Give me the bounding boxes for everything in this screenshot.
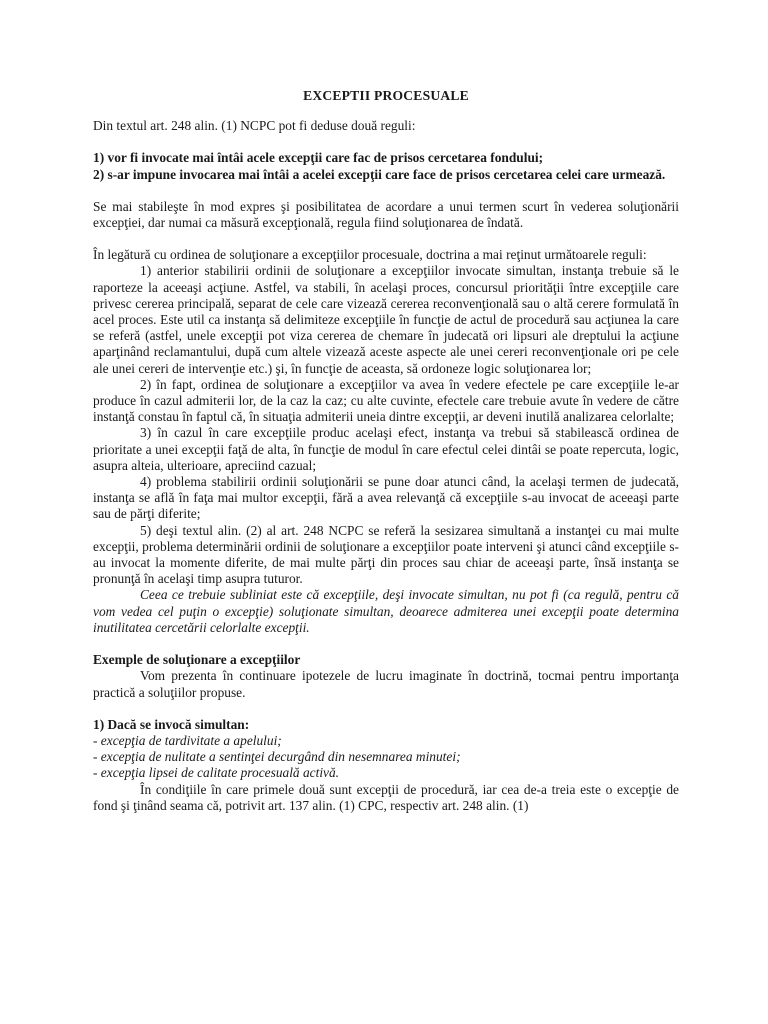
case-item-1: - excepţia de tardivitate a apelului; — [93, 732, 282, 748]
case-item-3: - excepţia lipsei de calitate procesuală activă. — [93, 765, 340, 781]
final-paragraph: În condiţiile în care primele două sunt excepţii de procedură, iar cea de-a treia este o excepţie de fond şi ţinând seama că, potrivit art. 137 alin. (1) CPC, respectiv art. 248 alin. (1) — [93, 781, 679, 813]
intro-paragraph: Din textul art. 248 alin. (1) NCPC pot fi deduse două reguli: — [93, 118, 416, 134]
section-intro: Vom prezenta în continuare ipotezele de lucru imaginate în doctrină, tocmai pentru importanţa practică a soluţiilor propuse. — [93, 668, 679, 700]
case-heading: 1) Dacă se invocă simultan: — [93, 716, 250, 732]
doctrine-rule-1: 1) anterior stabilirii ordinii de soluţionare a excepţiilor invocate simultan, instanţa trebuie să le raporteze la aceeaşi acţiune. Astfel, va stabili, în acelaşi proces, concursul priorităţii între excepţiile care privesc cererea principală, separat de cele care vizează cererea reconvenţională sau o altă cerere formulată în acel proces. Este util ca instanţa să delimiteze excepţiile în funcţie de actul de procedură sau acţiunea la care se referă (astfel, unele excepţii pot viza cererea de chemare în judecată ori lipsuri ale dreptului la acţiune aparţinând reclamantului, după cum altele vizează aceste aspecte ale unei cereri reconvenţionale ori pe cele ale unei cereri de intervenţie etc.) şi, în funcţie de aceasta, să ordoneze logic soluţionarea lor; — [93, 263, 679, 376]
term-paragraph: Se mai stabileşte în mod expres şi posibilitatea de acordare a unui termen scurt în vederea soluţionării excepţiei, dar numai ca măsură excepţională, regula fiind soluţionarea de îndată. — [93, 198, 679, 231]
section-heading: Exemple de soluţionare a excepţiilor — [93, 652, 301, 668]
spacer — [93, 636, 679, 652]
doctrine-rule-4: 4) problema stabilirii ordinii soluţionării se pune doar atunci când, la acelaşi termen de judecată, instanţa se află în faţa mai multor excepţii, fără a avea relevanţă că excepţiile s-au invocat de aceeaşi parte sau de părţi diferite; — [93, 474, 679, 522]
rule-2: 2) s-ar impune invocarea mai întâi a acelei excepţii care face de prisos cercetarea celei care urmează. — [93, 166, 666, 182]
spacer — [93, 134, 679, 150]
doctrine-rule-3: 3) în cazul în care excepţiile produc acelaşi efect, instanţa va trebui să stabilească ordinea de prioritate a unei excepţii faţă de alta, în funcţie de modul în care efectul celei dintâi se poate repercuta, logic, asupra alteia, ulterioare, apreciind cazual; — [93, 425, 679, 473]
rule-1: 1) vor fi invocate mai întâi acele excepţii care fac de prisos cercetarea fondului; — [93, 150, 544, 166]
doctrine-rule-2: 2) în fapt, ordinea de soluţionare a excepţiilor va avea în vedere efectele pe care excepţiile le-ar produce în cazul admiterii lor, de la caz la caz; cu alte cuvinte, efectele care trebuie avute în vedere de către instanţă constau în faptul că, în situaţia admiterii uneia dintre excepţii, ar deveni inutilă analizarea celorlalte; — [93, 376, 679, 425]
doctrine-paragraph: În legătură cu ordinea de soluţionare a excepţiilor procesuale, doctrina a mai reţinut următoarele reguli: — [93, 247, 647, 263]
emphasis-paragraph: Ceea ce trebuie subliniat este că excepţiile, deşi invocate simultan, nu pot fi (ca regulă, pentru că vom vedea cel puţin o excepţie) soluţionate simultan, deoarece admiterea unei excepţii poate determina inutilitatea cercetării celorlalte excepţii. — [93, 587, 679, 635]
spacer — [93, 183, 679, 199]
document-title: EXCEPTII PROCESUALE — [303, 88, 469, 103]
spacer — [93, 701, 679, 717]
case-item-2: - excepţia de nulitate a sentinţei decurgând din nesemnarea minutei; — [93, 749, 461, 765]
doctrine-rule-5: 5) deşi textul alin. (2) al art. 248 NCPC se referă la sesizarea simultană a instanţei cu mai multe excepţii, problema determinării ordinii de soluţionare a excepţiilor poate interveni şi atunci când excepţiile s-au invocat la momente diferite, de mai multe părţi din proces sau chiar de aceeaşi parte, însă instanţa se pronunţă în acelaşi timp asupra tuturor. — [93, 522, 679, 587]
spacer — [93, 231, 679, 247]
